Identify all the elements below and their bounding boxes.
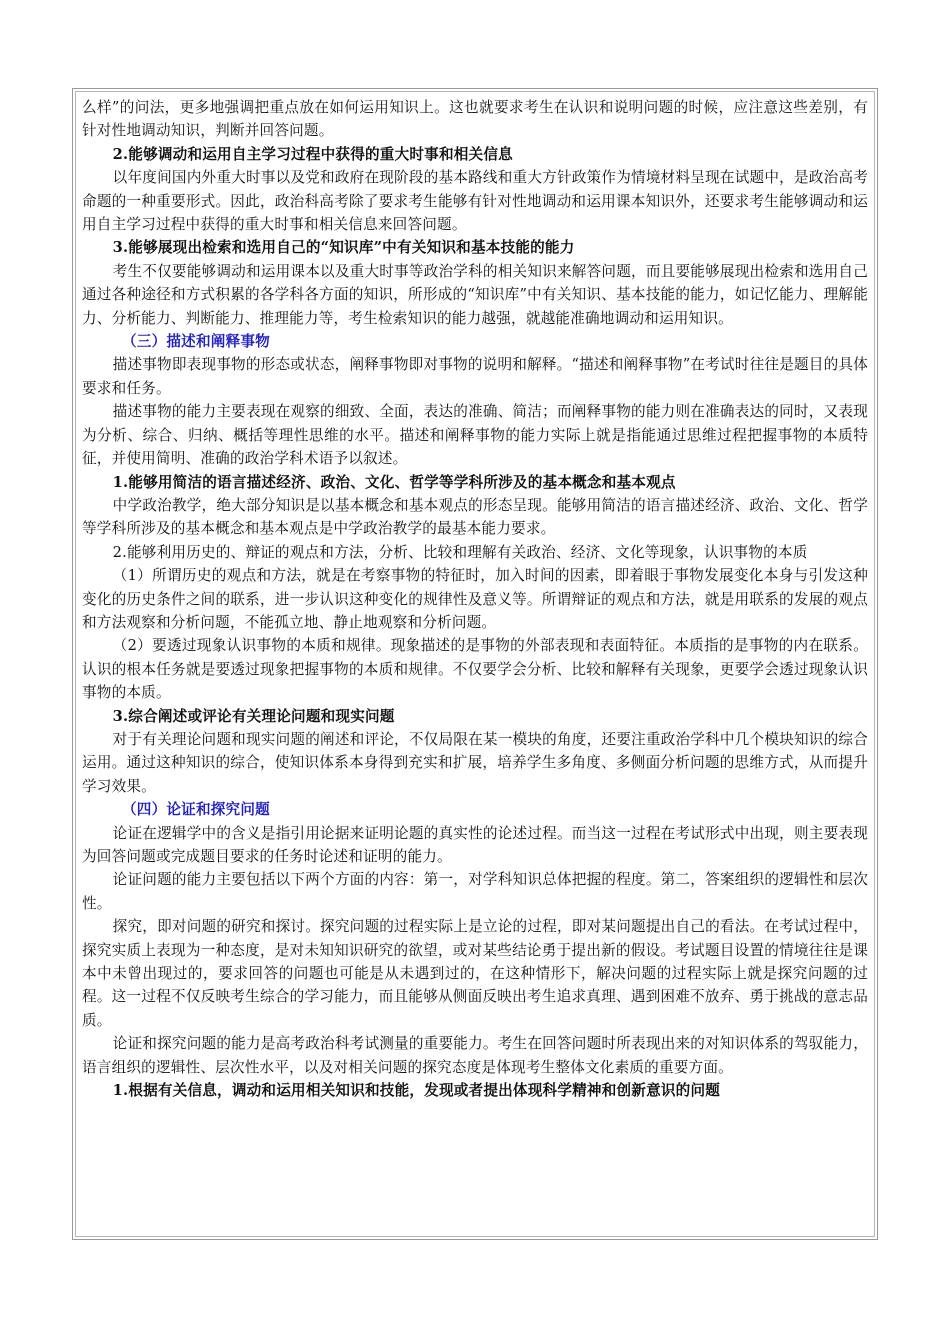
subheading: 3.综合阐述或评论有关理论问题和现实问题 — [112, 707, 395, 725]
document-body — [75, 91, 875, 1237]
subheading: 2.能够调动和运用自主学习过程中获得的重大时事和相关信息 — [112, 145, 513, 163]
paragraph: 对于有关理论问题和现实问题的阐述和评论，不仅局限在某一模块的角度，还要注重政治学科中几个模块知识的综合运用。通过这种知识的综合，使知识体系本身得到充实和扩展，培养学生多角度、多侧面分析问题的思维方式，从而提升学习效果。 — [82, 730, 868, 795]
paragraph: （1）所谓历史的观点和方法，就是在考察事物的特征时，加入时间的因素，即着眼于事物发展变化本身与引发这种变化的历史条件之间的联系，进一步认识这种变化的规律性及意义等。所谓辩证的观点和方法，就是用联系的发展的观点和方法观察和分析问题，不能孤立地、静止地观察和分析问题。 — [82, 567, 868, 631]
subheading: 1.根据有关信息，调动和运用相关知识和技能，发现或者提出体现科学精神和创新意识的问题 — [112, 1082, 721, 1100]
paragraph: 论证问题的能力主要包括以下两个方面的内容：第一，对学科知识总体把握的程度。第二，答案组织的逻辑性和层次性。 — [82, 871, 868, 912]
paragraph: （2）要透过现象认识事物的本质和规律。现象描述的是事物的外部表现和表面特征。本质指的是事物的内在联系。认识的根本任务就是要透过现象把握事物的本质和规律。不仅要学会分析、比较和解释有关现象，更要学会透过现象认识事物的本质。 — [82, 637, 868, 702]
subheading: 3.能够展现出检索和选用自己的“知识库”中有关知识和基本技能的能力 — [112, 239, 575, 257]
paragraph: 中学政治教学，绝大部分知识是以基本概念和基本观点的形态呈现。能够用简洁的语言描述经济、政治、文化、哲学等学科所涉及的基本概念和基本观点是中学政治教学的最基本能力要求。 — [82, 496, 868, 538]
paragraph: 以年度间国内外重大时事以及党和政府在现阶段的基本路线和重大方针政策作为情境材料呈现在试题中，是政治高考命题的一种重要形式。因此，政治科高考除了要求考生能够有针对性地调动和运用课本知识外，还要求考生能够调动和运用自主学习过程中获得的重大时事和相关信息来回答问题。 — [82, 169, 868, 234]
paragraph: 探究，即对问题的研究和探讨。探究问题的过程实际上是立论的过程，即对某问题提出自己的看法。在考试过程中，探究实质上表现为一种态度，是对未知知识研究的欲望，或对某些结论勇于提出新的假设。考试题目设置的情境往往是课本中未曾出现过的，要求回答的问题也可能是从未遇到过的，在这种情形下，解决问题的过程实际上就是探究问题的过程。这一过程不仅反映考生综合的学习能力，而且能够从侧面反映出考生追求真理、遇到困难不放弃、勇于挑战的意志品质。 — [82, 918, 868, 1029]
subheading: 1.能够用简洁的语言描述经济、政治、文化、哲学等学科所涉及的基本概念和基本观点 — [112, 473, 676, 491]
paragraph: 描述事物即表现事物的形态或状态，阐释事物即对事物的说明和解释。“描述和阐释事物”在考试时往往是题目的具体要求和任务。 — [82, 356, 868, 397]
paragraph: 2.能够利用历史的、辩证的观点和方法，分析、比较和理解有关政治、经济、文化等现象，认识事物的本质 — [112, 543, 808, 561]
paragraph: 考生不仅要能够调动和运用课本以及重大时事等政治学科的相关知识来解答问题，而且要能够展现出检索和选用自己通过各种途径和方式积累的各学科各方面的知识，所形成的“知识库”中有关知识、基本技能的能力，如记忆能力、理解能力、分析能力、判断能力、推理能力等，考生检索知识的能力越强，就越能准确地调动和运用知识。 — [82, 262, 868, 327]
content-frame — [72, 88, 878, 1240]
section-heading: （三）描述和阐释事物 — [122, 333, 270, 351]
paragraph: 论证和探究问题的能力是高考政治科考试测量的重要能力。考生在回答问题时所表现出来的对知识体系的驾驭能力，语言组织的逻辑性、层次性水平，以及对相关问题的探究态度是体现考生整体文化素质的重要方面。 — [82, 1035, 868, 1076]
paragraph: 么样”的问法，更多地强调把重点放在如何运用知识上。这也就要求考生在认识和说明问题的时候，应注意这些差别，有针对性地调动知识，判断并回答问题。 — [82, 99, 868, 140]
paragraph: 描述事物的能力主要表现在观察的细致、全面，表达的准确、简洁；而阐释事物的能力则在准确表达的同时，又表现为分析、综合、归纳、概括等理性思维的水平。描述和阐释事物的能力实际上就是指能通过思维过程把握事物的本质特征，并使用简明、准确的政治学科术语予以叙述。 — [82, 403, 868, 468]
section-heading: （四）论证和探究问题 — [122, 801, 270, 819]
paragraph: 论证在逻辑学中的含义是指引用论据来证明论题的真实性的论述过程。而当这一过程在考试形式中出现，则主要表现为回答问题或完成题目要求的任务时论述和证明的能力。 — [82, 824, 868, 865]
